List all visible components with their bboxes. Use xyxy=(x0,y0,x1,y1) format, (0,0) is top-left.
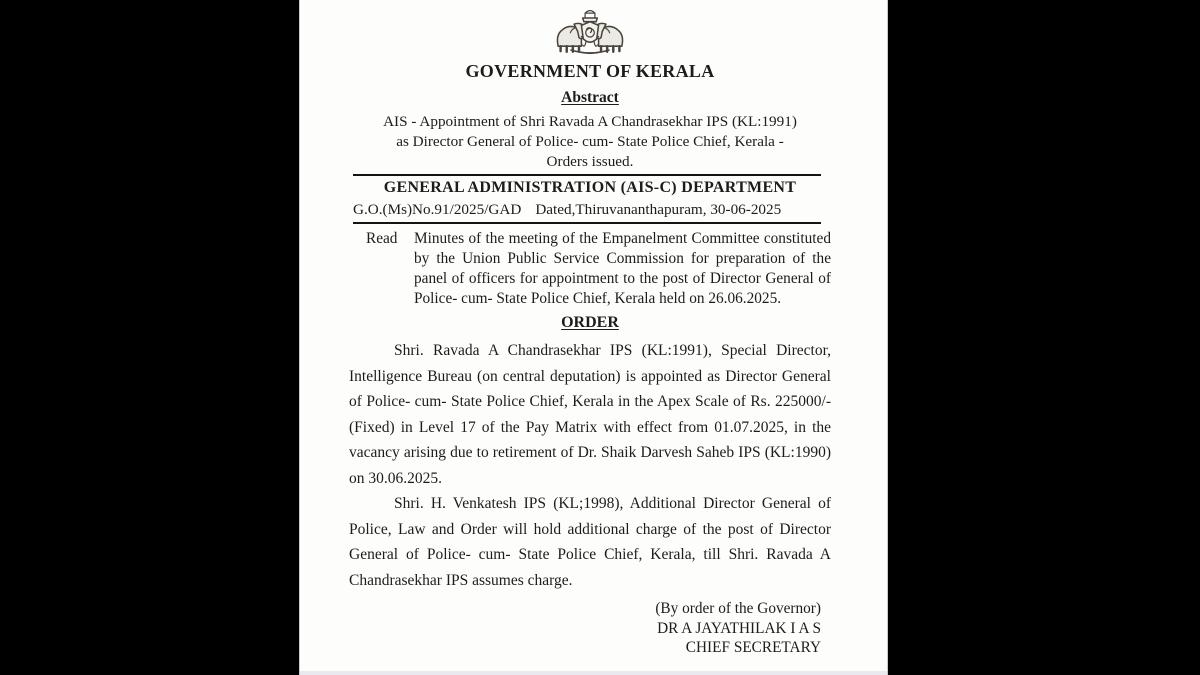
abstract-line: AIS - Appointment of Shri Ravada A Chandrasekhar IPS (KL:1991) xyxy=(383,113,797,130)
order-paragraph-1: Shri. Ravada A Chandrasekhar IPS (KL:1991), Special Director, Intelligence Bureau (on central deputation) is appointed as Director General of Police- cum- State Police Chief, Kerala in the Apex Scale of Rs. 225000/- (Fixed) in Level 17 of the Pay Matrix with effect from 01.07.2025, in the vacancy arising due to retirement of Dr. Shaik Darvesh Saheb IPS (KL:1990) on 30.06.2025. xyxy=(349,342,831,487)
order-paragraph-2: Shri. H. Venkatesh IPS (KL;1998), Additional Director General of Police, Law and Order will hold additional charge of the post of Director General of Police- cum- State Police Chief, Kerala, till Shri. Ravada A Chandrasekhar IPS assumes charge. xyxy=(349,495,831,589)
read-text: Minutes of the meeting of the Empanelment Committee constituted by the Union Public Service Commission for preparation of the panel of officers for appointment to the post of Director General of Police- cum- State Police Chief, Kerala held on 26.06.2025. xyxy=(414,230,831,307)
government-title: GOVERNMENT OF KERALA xyxy=(465,61,715,81)
read-clause xyxy=(349,229,831,309)
kerala-emblem-icon xyxy=(553,7,627,56)
abstract-heading: Abstract xyxy=(561,89,619,106)
order-heading: ORDER xyxy=(561,314,619,331)
abstract-line: Orders issued. xyxy=(546,153,634,170)
abstract-text xyxy=(349,112,831,172)
document-content xyxy=(300,7,887,658)
horizontal-rule xyxy=(353,222,821,224)
document-page xyxy=(299,0,888,675)
go-number-line xyxy=(353,201,831,219)
by-order-line: (By order of the Governor) xyxy=(655,600,821,617)
horizontal-rule xyxy=(353,174,821,176)
department-heading: GENERAL ADMINISTRATION (AIS-C) DEPARTMENT xyxy=(383,179,797,196)
go-number: G.O.(Ms)No.91/2025/GAD xyxy=(353,201,522,218)
signature-block xyxy=(349,599,831,658)
abstract-line: as Director General of Police- cum- State Police Chief, Kerala - xyxy=(396,133,784,150)
go-dated: Dated,Thiruvananthapuram, 30-06-2025 xyxy=(535,201,782,218)
signatory-name: DR A JAYATHILAK I A S xyxy=(657,619,821,637)
signatory-title: CHIEF SECRETARY xyxy=(685,639,821,656)
read-label: Read xyxy=(366,230,398,247)
